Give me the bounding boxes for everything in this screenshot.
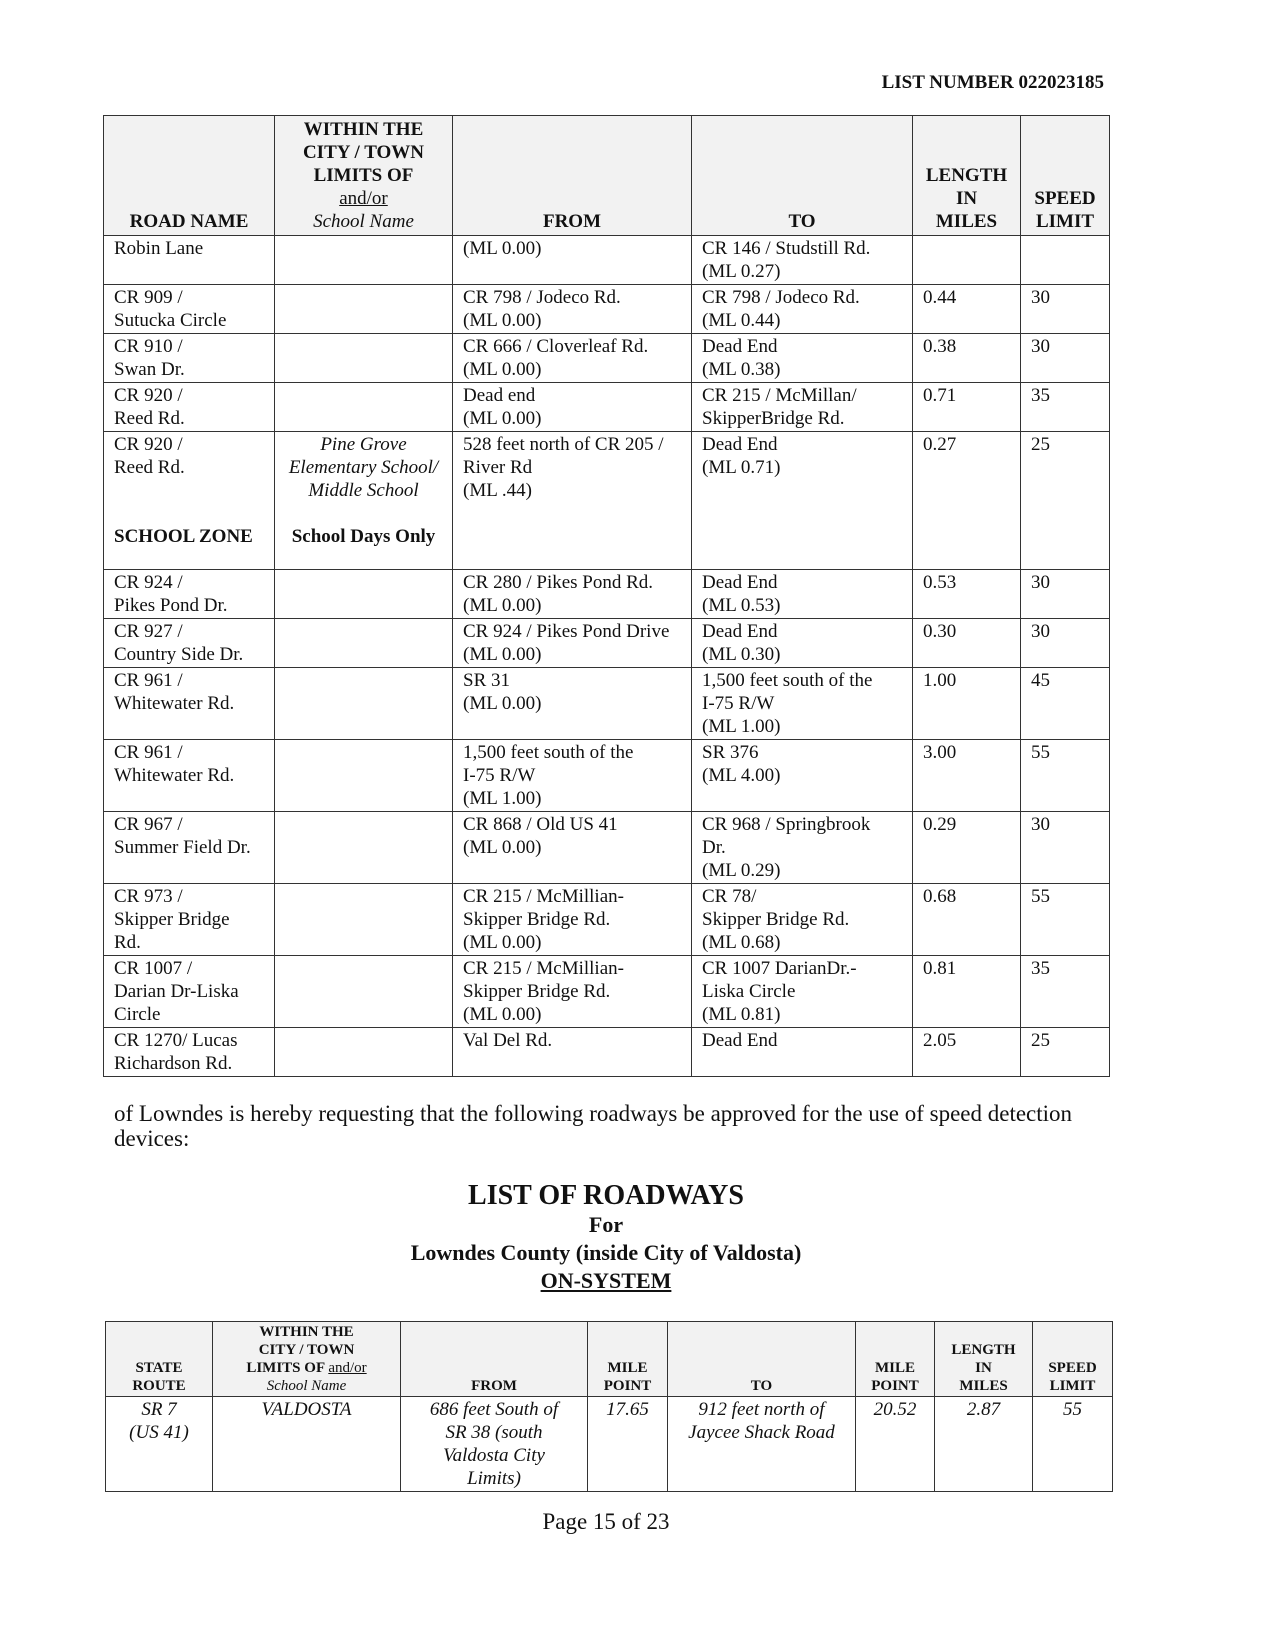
within-cell <box>275 432 453 570</box>
from-cell-text: CR 868 / Old US 41 (ML 0.00) <box>463 814 618 858</box>
table-header-row <box>106 1322 1113 1397</box>
within-cell <box>275 884 453 956</box>
header-andor: and/or <box>328 1360 367 1376</box>
length-cell-text: 2.05 <box>923 1030 957 1051</box>
to-cell-text: CR 215 / McMillan/ SkipperBridge Rd. <box>702 385 857 429</box>
length-cell-text: 0.68 <box>923 886 957 907</box>
to-cell-text: CR 968 / Springbrook Dr. (ML 0.29) <box>702 814 871 881</box>
length-cell <box>913 668 1021 740</box>
to-cell-text: Dead End (ML 0.38) <box>702 336 781 380</box>
within-cell <box>275 285 453 334</box>
to-cell-text: Dead End <box>702 1030 778 1051</box>
table-row <box>104 668 1110 740</box>
to-cell <box>692 570 913 619</box>
length-cell-text: 0.71 <box>923 385 957 406</box>
header-mile-point-from: MILE POINT <box>588 1322 668 1397</box>
from-cell-text: Dead end (ML 0.00) <box>463 385 542 429</box>
length-cell <box>913 812 1021 884</box>
within-cell <box>275 334 453 383</box>
road-name-cell-text: CR 927 / Country Side Dr. <box>114 621 244 665</box>
to-cell <box>692 884 913 956</box>
from-cell-text: CR 924 / Pikes Pond Drive (ML 0.00) <box>463 621 670 665</box>
speed-limit-cell-text: 30 <box>1031 336 1050 357</box>
road-name-cell <box>104 432 275 570</box>
table-row <box>104 812 1110 884</box>
speed-limit-cell-text: 55 <box>1031 742 1050 763</box>
header-to: TO <box>692 116 913 236</box>
within-cell <box>275 668 453 740</box>
to-cell <box>692 334 913 383</box>
to-cell-text: Dead End (ML 0.71) <box>702 434 781 478</box>
header-from: FROM <box>401 1322 588 1397</box>
speed-limit-cell <box>1021 956 1110 1028</box>
road-name-cell <box>104 1028 275 1077</box>
from-cell-text: Val Del Rd. <box>463 1030 553 1051</box>
speed-limit-cell-text: 55 <box>1031 886 1050 907</box>
header-state-route: STATE ROUTE <box>106 1322 213 1397</box>
length-cell: 2.87 <box>935 1397 1033 1492</box>
from-cell <box>453 619 692 668</box>
from-cell <box>453 334 692 383</box>
table-row <box>104 619 1110 668</box>
within-cell <box>275 236 453 285</box>
list-title: LIST OF ROADWAYS <box>468 1180 744 1211</box>
length-cell-text: 3.00 <box>923 742 957 763</box>
road-name-cell <box>104 668 275 740</box>
from-cell: 686 feet South of SR 38 (south Valdosta City Limits) <box>401 1397 588 1492</box>
header-speed-limit: SPEED LIMIT <box>1033 1322 1113 1397</box>
to-cell-text: CR 798 / Jodeco Rd. (ML 0.44) <box>702 287 860 331</box>
speed-limit-cell <box>1021 383 1110 432</box>
speed-limit-cell-text: 30 <box>1031 572 1050 593</box>
to-cell <box>692 740 913 812</box>
length-cell <box>913 432 1021 570</box>
roadway-table-on-system <box>105 1321 1113 1492</box>
road-name-cell-text: CR 920 / Reed Rd. <box>114 434 185 478</box>
speed-limit-cell <box>1021 812 1110 884</box>
within-cell <box>275 812 453 884</box>
from-cell-text: 1,500 feet south of the I-75 R/W (ML 1.00) <box>463 742 634 809</box>
to-cell-text: SR 376 (ML 4.00) <box>702 742 781 786</box>
speed-limit-cell-text: 35 <box>1031 958 1050 979</box>
list-county: Lowndes County (inside City of Valdosta) <box>410 1240 802 1265</box>
to-cell <box>692 812 913 884</box>
header-mile-point-to: MILE POINT <box>856 1322 935 1397</box>
from-cell-text: 528 feet north of CR 205 / River Rd (ML .44) <box>463 434 664 501</box>
from-cell-text: CR 280 / Pikes Pond Rd. (ML 0.00) <box>463 572 654 616</box>
length-cell <box>913 740 1021 812</box>
mile-point-to-cell: 20.52 <box>856 1397 935 1492</box>
to-cell <box>692 619 913 668</box>
table-header-row <box>104 116 1110 236</box>
speed-limit-cell-text: 25 <box>1031 1030 1050 1051</box>
to-cell <box>692 236 913 285</box>
speed-limit-cell <box>1021 432 1110 570</box>
road-name-cell <box>104 334 275 383</box>
list-system-wrap <box>0 1267 1212 1295</box>
length-cell <box>913 236 1021 285</box>
to-cell <box>692 285 913 334</box>
to-cell-text: Dead End (ML 0.30) <box>702 621 781 665</box>
from-cell <box>453 812 692 884</box>
header-within-limits: WITHIN THE CITY / TOWN LIMITS OF <box>246 1324 355 1376</box>
page-number: Page 15 of 23 <box>542 1509 670 1534</box>
within-cell: VALDOSTA <box>213 1397 401 1492</box>
road-name-cell <box>104 619 275 668</box>
from-cell-text: SR 31 (ML 0.00) <box>463 670 542 714</box>
length-cell-text: 1.00 <box>923 670 957 691</box>
speed-limit-cell <box>1021 619 1110 668</box>
mile-point-from-cell: 17.65 <box>588 1397 668 1492</box>
to-cell-text: CR 146 / Studstill Rd. (ML 0.27) <box>702 238 871 282</box>
speed-limit-cell <box>1021 285 1110 334</box>
road-name-cell-text: CR 961 / Whitewater Rd. <box>114 742 235 786</box>
speed-limit-cell-text: 45 <box>1031 670 1050 691</box>
header-length: LENGTH IN MILES <box>913 116 1021 236</box>
speed-limit-cell: 55 <box>1033 1397 1113 1492</box>
road-name-cell-text: CR 973 / Skipper Bridge Rd. <box>114 886 230 953</box>
speed-limit-cell-text: 30 <box>1031 621 1050 642</box>
speed-limit-cell-text: 25 <box>1031 434 1050 455</box>
speed-limit-cell <box>1021 740 1110 812</box>
road-name-cell-text: CR 967 / Summer Field Dr. <box>114 814 251 858</box>
table-row <box>104 432 1110 570</box>
length-cell-text: 0.27 <box>923 434 957 455</box>
page-body <box>0 115 1275 1536</box>
table-row <box>104 570 1110 619</box>
road-name-cell <box>104 285 275 334</box>
road-name-cell <box>104 740 275 812</box>
length-cell-text: 0.53 <box>923 572 957 593</box>
from-cell-text: CR 798 / Jodeco Rd. (ML 0.00) <box>463 287 621 331</box>
header-within-limits: WITHIN THE CITY / TOWN LIMITS OF <box>302 119 425 186</box>
table-row <box>104 956 1110 1028</box>
within-cell <box>275 383 453 432</box>
within-cell <box>275 740 453 812</box>
header-school-name: School Name <box>313 211 414 232</box>
header-within <box>213 1322 401 1397</box>
speed-limit-cell <box>1021 570 1110 619</box>
road-name-cell-text: CR 920 / Reed Rd. <box>114 385 185 429</box>
header-length: LENGTH IN MILES <box>935 1322 1033 1397</box>
road-name-cell <box>104 812 275 884</box>
from-cell-text: CR 215 / McMillian- Skipper Bridge Rd. (ML 0.00) <box>463 886 624 953</box>
school-days-label: School Days Only <box>291 526 436 547</box>
from-cell <box>453 570 692 619</box>
from-cell <box>453 668 692 740</box>
to-cell <box>692 668 913 740</box>
to-cell-text: CR 1007 DarianDr.- Liska Circle (ML 0.81) <box>702 958 857 1025</box>
roadway-table-off-system <box>103 115 1110 1077</box>
within-cell-text: Pine Grove Elementary School/ Middle School <box>288 434 439 501</box>
state-route-cell: SR 7 (US 41) <box>106 1397 213 1492</box>
intro-paragraph: of Lowndes is hereby requesting that the following roadways be approved for the use of speed detection devices: <box>114 1101 1073 1151</box>
from-cell <box>453 383 692 432</box>
road-name-cell-text: CR 910 / Swan Dr. <box>114 336 185 380</box>
table-row <box>104 1028 1110 1077</box>
speed-limit-cell-text: 30 <box>1031 814 1050 835</box>
speed-limit-cell-text: 35 <box>1031 385 1050 406</box>
table-row <box>104 285 1110 334</box>
header-speed-limit: SPEED LIMIT <box>1021 116 1110 236</box>
to-cell <box>692 956 913 1028</box>
speed-limit-cell <box>1021 1028 1110 1077</box>
road-name-cell-text: CR 961 / Whitewater Rd. <box>114 670 235 714</box>
length-cell-text: 0.81 <box>923 958 957 979</box>
length-cell <box>913 884 1021 956</box>
length-cell <box>913 1028 1021 1077</box>
header-to: TO <box>668 1322 856 1397</box>
to-cell-text: 1,500 feet south of the I-75 R/W (ML 1.00) <box>702 670 873 737</box>
length-cell-text: 0.30 <box>923 621 957 642</box>
table-row <box>104 236 1110 285</box>
table-row <box>104 334 1110 383</box>
school-zone-label: SCHOOL ZONE <box>114 526 253 547</box>
length-cell <box>913 619 1021 668</box>
length-cell <box>913 383 1021 432</box>
speed-limit-cell <box>1021 334 1110 383</box>
road-name-cell <box>104 956 275 1028</box>
within-cell <box>275 570 453 619</box>
table-row <box>104 740 1110 812</box>
within-cell <box>275 619 453 668</box>
within-cell <box>275 956 453 1028</box>
speed-limit-cell-text: 30 <box>1031 287 1050 308</box>
header-within <box>275 116 453 236</box>
from-cell <box>453 956 692 1028</box>
road-name-cell <box>104 884 275 956</box>
table-row <box>104 383 1110 432</box>
from-cell-text: CR 215 / McMillian- Skipper Bridge Rd. (ML 0.00) <box>463 958 624 1025</box>
length-cell-text: 0.38 <box>923 336 957 357</box>
speed-limit-cell <box>1021 884 1110 956</box>
to-cell: 912 feet north of Jaycee Shack Road <box>668 1397 856 1492</box>
road-name-cell-text: CR 909 / Sutucka Circle <box>114 287 227 331</box>
list-number: LIST NUMBER 022023185 <box>881 72 1104 93</box>
length-cell <box>913 285 1021 334</box>
length-cell-text: 0.29 <box>923 814 957 835</box>
to-cell <box>692 1028 913 1077</box>
from-cell <box>453 285 692 334</box>
road-name-cell <box>104 236 275 285</box>
from-cell <box>453 884 692 956</box>
header-andor: and/or <box>339 188 388 209</box>
length-cell <box>913 334 1021 383</box>
header-school-name: School Name <box>266 1378 347 1394</box>
length-cell <box>913 570 1021 619</box>
from-cell-text: CR 666 / Cloverleaf Rd. (ML 0.00) <box>463 336 649 380</box>
from-cell <box>453 432 692 570</box>
header-road-name: ROAD NAME <box>104 116 275 236</box>
road-name-cell <box>104 570 275 619</box>
list-system: ON-SYSTEM <box>540 1268 672 1293</box>
to-cell-text: CR 78/ Skipper Bridge Rd. (ML 0.68) <box>702 886 850 953</box>
length-cell-text: 0.44 <box>923 287 957 308</box>
header-from: FROM <box>453 116 692 236</box>
from-cell-text: (ML 0.00) <box>463 238 542 259</box>
table-row <box>104 884 1110 956</box>
road-name-cell <box>104 383 275 432</box>
from-cell <box>453 236 692 285</box>
road-name-cell-text: CR 1007 / Darian Dr-Liska Circle <box>114 958 239 1025</box>
length-cell <box>913 956 1021 1028</box>
section-heading <box>0 1181 1212 1295</box>
from-cell <box>453 740 692 812</box>
to-cell <box>692 432 913 570</box>
list-for: For <box>588 1212 624 1237</box>
within-cell <box>275 1028 453 1077</box>
speed-limit-cell <box>1021 236 1110 285</box>
to-cell <box>692 383 913 432</box>
speed-limit-cell <box>1021 668 1110 740</box>
table-row <box>106 1397 1113 1492</box>
road-name-cell-text: CR 1270/ Lucas Richardson Rd. <box>114 1030 238 1074</box>
to-cell-text: Dead End (ML 0.53) <box>702 572 781 616</box>
road-name-cell-text: Robin Lane <box>114 238 204 259</box>
road-name-cell-text: CR 924 / Pikes Pond Dr. <box>114 572 228 616</box>
from-cell <box>453 1028 692 1077</box>
